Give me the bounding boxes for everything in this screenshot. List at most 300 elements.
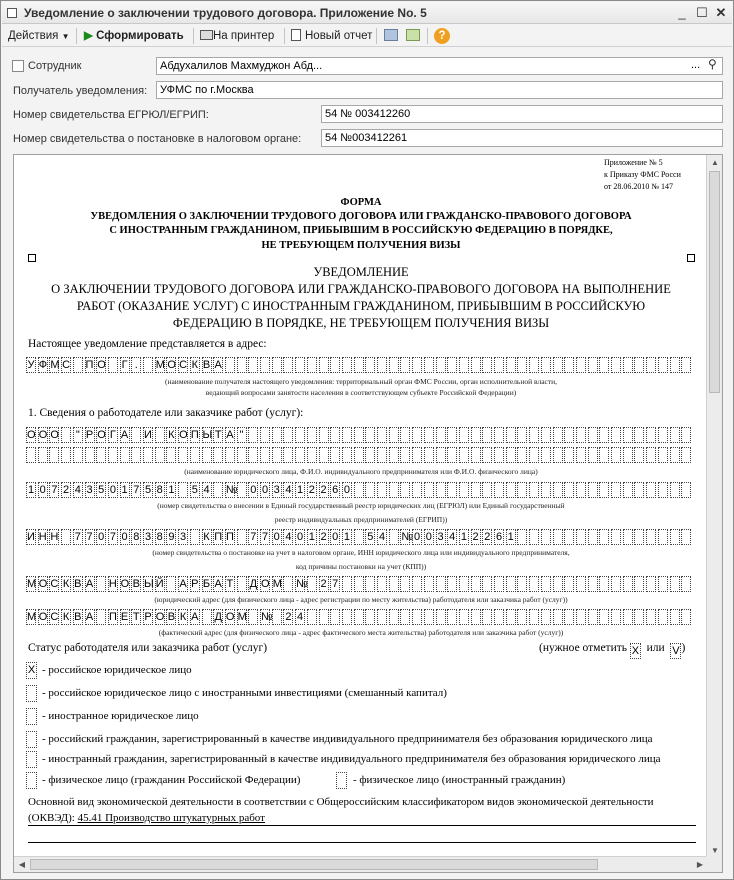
char-cell: [529, 357, 539, 373]
char-cell: П: [190, 429, 199, 441]
char-cell: К: [62, 578, 70, 590]
char-cell: [61, 447, 71, 463]
char-cell: 7: [133, 484, 140, 496]
char-cell: [330, 427, 340, 443]
char-cell: М: [237, 611, 247, 623]
document-viewer[interactable]: [13, 154, 723, 873]
char-cell: К: [191, 359, 198, 371]
char-cell: [354, 482, 364, 498]
char-cell: [85, 447, 95, 463]
char-cell: М: [155, 359, 165, 371]
char-cell: М: [50, 359, 60, 371]
char-cell: [646, 529, 656, 545]
char-cell: [646, 427, 656, 443]
char-cell: [155, 427, 165, 443]
char-cell: [342, 576, 352, 592]
char-cell: [529, 482, 539, 498]
char-cell: [517, 427, 527, 443]
employee-label: Сотрудник: [28, 60, 82, 72]
char-cell: [517, 576, 527, 592]
char-cell: [681, 427, 691, 443]
okved-prefix: (ОКВЭД):: [28, 812, 75, 824]
status-checkbox[interactable]: [26, 731, 37, 748]
char-cell: [178, 447, 188, 463]
char-cell: [634, 482, 644, 498]
char-cell: [319, 427, 329, 443]
char-cell: 7: [86, 531, 93, 543]
char-cell: Т: [132, 611, 140, 623]
char-cell: [588, 609, 598, 625]
char-cell: [482, 447, 492, 463]
char-cell: [365, 576, 375, 592]
char-cell: Г: [120, 357, 130, 373]
char-cell: 8: [133, 531, 140, 543]
char-cell: [529, 609, 539, 625]
new-report-label: Новый отчет: [305, 30, 373, 42]
char-cell: [623, 447, 633, 463]
char-cell: Ы: [202, 429, 213, 441]
char-cell: [389, 427, 399, 443]
inn-note: (номер свидетельства о постановке на учет в налоговом органе, ИНН юридического лица или индивидуального предпринимателя,: [152, 548, 570, 557]
char-cell: [482, 427, 492, 443]
egrul-value: 54 № 003412260: [325, 108, 411, 120]
char-cell: [529, 576, 539, 592]
char-cell: [588, 482, 598, 498]
char-cell: [412, 357, 422, 373]
char-cell: [365, 447, 375, 463]
char-cell: [248, 357, 258, 373]
notice-heading-line: ФЕДЕРАЦИЮ В ПОРЯДКЕ, НЕ ТРЕБУЮЩЕМ ПОЛУЧЕНИЯ ВИЗЫ: [172, 316, 550, 330]
char-cell: К: [62, 611, 70, 623]
char-cell: 1: [343, 531, 350, 543]
char-cell: 7: [261, 531, 269, 543]
status-checkbox[interactable]: [26, 751, 37, 768]
okved-value: 45.41 Производство штукатурных работ: [77, 812, 265, 824]
char-cell: 3: [437, 531, 444, 543]
char-cell: Б: [202, 578, 211, 590]
toolbar-separator: [427, 28, 428, 44]
char-cell: [623, 482, 633, 498]
tax-value: 54 №003412261: [325, 132, 408, 144]
char-cell: А: [179, 578, 187, 590]
form-heading-line: С ИНОСТРАННЫМ ГРАЖДАНИНОМ, ПРИБЫВШИМ В РОССИЙСКУЮ ФЕДЕРАЦИЮ В ПОРЯДКЕ,: [109, 225, 613, 236]
char-cell: К: [203, 531, 210, 543]
char-cell: [471, 576, 481, 592]
status-option-label: - российский гражданин, зарегистрированный в качестве индивидуального предпринимателя без образования юридического лица: [42, 733, 653, 745]
char-cell: О: [167, 359, 176, 371]
char-cell: [330, 447, 340, 463]
status-checkbox[interactable]: X: [26, 662, 37, 679]
title-bar: [2, 2, 732, 24]
char-cell: [611, 357, 621, 373]
inn-note: код причины постановки на учет (КПП)): [295, 562, 427, 571]
form-heading-line: УВЕДОМЛЕНИЯ О ЗАКЛЮЧЕНИИ ТРУДОВОГО ДОГОВОРА ИЛИ ГРАЖДАНСКО-ПРАВОВОГО ДОГОВОРА: [90, 211, 632, 222]
char-cell: 7: [51, 484, 58, 496]
save-settings-icon[interactable]: [406, 28, 420, 44]
char-cell: 5: [367, 531, 374, 543]
char-cell: [389, 357, 399, 373]
char-cell: [658, 609, 668, 625]
char-cell: 0: [273, 531, 280, 543]
status-physical-foreign-label: - физическое лицо (иностранный гражданин): [353, 774, 566, 786]
char-cell: [482, 609, 492, 625]
appendix-line: к Приказу ФМС Росси: [604, 170, 681, 179]
char-cell: А: [214, 359, 222, 371]
status-checkbox[interactable]: [26, 685, 37, 702]
char-cell: К: [168, 429, 175, 441]
char-cell: [400, 482, 410, 498]
char-cell: [237, 576, 247, 592]
char-cell: [400, 609, 410, 625]
char-cell: [494, 427, 504, 443]
char-cell: [646, 447, 656, 463]
char-cell: [436, 357, 446, 373]
char-cell: [494, 447, 504, 463]
char-cell: С: [179, 359, 188, 371]
char-cell: [131, 447, 141, 463]
print-button[interactable]: [200, 28, 274, 44]
mark-hint-or: или: [646, 642, 665, 654]
char-cell: [365, 427, 375, 443]
scroll-left-icon[interactable]: ◀: [18, 860, 26, 869]
egrul-field[interactable]: [321, 105, 723, 123]
char-cell: 0: [414, 531, 421, 543]
scroll-down-icon[interactable]: ▼: [711, 846, 719, 855]
char-cell: [541, 357, 551, 373]
char-cell: [494, 576, 504, 592]
char-cell: [553, 357, 563, 373]
char-cell: [365, 357, 375, 373]
char-cell: [670, 529, 680, 545]
settings-icon[interactable]: [384, 28, 398, 44]
char-cell: У: [27, 359, 35, 371]
char-cell: 2: [63, 484, 70, 496]
toolbar-separator: [193, 28, 194, 44]
char-cell: [377, 576, 387, 592]
char-cell: [599, 529, 609, 545]
char-cell: [564, 529, 574, 545]
char-cell: [108, 447, 118, 463]
char-cell: 0: [39, 484, 46, 496]
char-cell: [634, 357, 644, 373]
char-cell: В: [132, 578, 140, 590]
char-cell: 0: [261, 484, 269, 496]
char-cell: №: [401, 531, 414, 543]
char-cell: [354, 609, 364, 625]
char-cell: В: [74, 611, 82, 623]
char-cell: [681, 576, 691, 592]
char-cell: [564, 447, 574, 463]
char-cell: 7: [109, 531, 116, 543]
char-cell: [599, 357, 609, 373]
okved-line: [28, 812, 265, 824]
char-cell: [400, 427, 410, 443]
char-cell: [541, 482, 551, 498]
char-cell: О: [27, 429, 36, 441]
help-icon[interactable]: [434, 28, 450, 44]
char-cell: [354, 427, 364, 443]
char-cell: [202, 609, 212, 625]
recipient-value: УФМС по г.Москва: [160, 84, 254, 96]
form-title: ФОРМА: [340, 197, 382, 208]
char-cell: [576, 357, 586, 373]
org-note: (наименование юридического лица, Ф.И.О. индивидуального предпринимателя или Ф.И.О. физического лица): [184, 467, 538, 476]
char-cell: [482, 357, 492, 373]
section-employer: 1. Сведения о работодателе или заказчике работ (услуг):: [28, 407, 304, 419]
char-cell: [623, 427, 633, 443]
tax-label: Номер свидетельства о постановке в налоговом органе:: [13, 133, 302, 145]
scroll-right-icon[interactable]: ▶: [696, 860, 704, 869]
char-cell: 4: [74, 484, 81, 496]
char-cell: [190, 529, 200, 545]
employee-select-button[interactable]: ...: [691, 59, 701, 71]
char-cell: 3: [86, 484, 93, 496]
char-cell: [436, 427, 446, 443]
char-cell: Д: [214, 611, 222, 623]
notice-document: [14, 155, 708, 858]
char-cell: [377, 357, 387, 373]
char-cell: [471, 609, 481, 625]
char-cell: М: [27, 578, 37, 590]
char-cell: [459, 357, 469, 373]
new-report-button[interactable]: [291, 28, 372, 44]
char-cell: 0: [121, 531, 128, 543]
char-cell: [389, 482, 399, 498]
close-icon[interactable]: ✕: [715, 5, 727, 20]
char-cell: [131, 427, 141, 443]
status-checkbox[interactable]: [26, 708, 37, 725]
generate-button[interactable]: [84, 28, 184, 44]
char-cell: [541, 609, 551, 625]
char-cell: [564, 609, 574, 625]
recipient-label: Получатель уведомления:: [13, 85, 148, 97]
char-cell: [389, 609, 399, 625]
char-cell: [506, 576, 516, 592]
char-cell: [155, 447, 165, 463]
char-cell: [96, 447, 106, 463]
notice-heading-line: РАБОТ (ОКАЗАНИЕ УСЛУГ) С ИНОСТРАННЫМ ГРАЖДАНИНОМ, ПРИБЫВШИМ В РОССИЙСКУЮ: [76, 299, 646, 313]
char-cell: [646, 357, 656, 373]
char-cell: [447, 447, 457, 463]
toolbar-separator: [284, 28, 285, 44]
char-cell: [272, 357, 282, 373]
char-cell: Г: [108, 427, 118, 443]
char-cell: [202, 447, 212, 463]
minimize-icon[interactable]: _: [678, 5, 686, 20]
char-cell: [576, 576, 586, 592]
char-cell: [459, 427, 469, 443]
char-cell: [447, 576, 457, 592]
mark-hint-v: V: [672, 645, 680, 657]
char-cell: [272, 609, 282, 625]
char-cell: 4: [297, 611, 304, 623]
char-cell: А: [214, 578, 222, 590]
char-cell: М: [272, 578, 282, 590]
char-cell: [646, 609, 656, 625]
horizontal-scrollbar[interactable]: [14, 856, 708, 872]
search-icon[interactable]: ⚲: [708, 57, 717, 71]
toolbar: [2, 25, 732, 47]
char-cell: П: [85, 359, 94, 371]
char-cell: [61, 427, 71, 443]
char-cell: О: [225, 611, 235, 623]
okved-underline: [28, 825, 696, 826]
employee-value: Абдухалилов Махмуджон Абд...: [160, 60, 323, 72]
scroll-up-icon[interactable]: ▲: [711, 158, 719, 167]
char-cell: [389, 529, 399, 545]
corner-marker: [687, 254, 695, 262]
char-cell: [646, 482, 656, 498]
char-cell: 1: [308, 531, 315, 543]
char-cell: А: [226, 429, 234, 441]
char-cell: [529, 427, 539, 443]
char-cell: [588, 576, 598, 592]
play-icon: ▶: [84, 30, 93, 42]
char-cell: [260, 427, 270, 443]
char-cell: Д: [249, 578, 258, 590]
char-cell: В: [167, 611, 176, 623]
char-cell: [213, 482, 223, 498]
char-cell: [365, 609, 375, 625]
char-cell: [365, 482, 375, 498]
char-cell: [553, 529, 563, 545]
char-cell: №: [261, 611, 273, 623]
char-cell: [670, 427, 680, 443]
char-cell: ": [73, 427, 83, 443]
char-cell: [588, 529, 598, 545]
char-cell: Ы: [144, 578, 154, 590]
char-cell: [412, 609, 422, 625]
char-cell: 0: [343, 484, 350, 496]
char-cell: 2: [320, 531, 327, 543]
new-report-icon: [291, 29, 301, 41]
employee-checkbox[interactable]: [12, 60, 24, 72]
legal-address-note: (юридический адрес (для физического лица - адрес регистрации по месту жительства) работодателя или заказчика работ (услуг)): [154, 595, 568, 604]
egrul-note: (номер свидетельства о внесении в Единый государственный реестр юридических лиц (ЕГРЮЛ) или Единый государственный: [157, 501, 565, 510]
char-cell: [400, 576, 410, 592]
char-cell: М: [27, 611, 37, 623]
char-cell: [436, 447, 446, 463]
mark-hint-prefix: (нужное отметить: [539, 642, 628, 654]
char-cell: №: [225, 484, 238, 496]
char-cell: [517, 609, 527, 625]
char-cell: [49, 447, 59, 463]
char-cell: [471, 427, 481, 443]
char-cell: [658, 357, 668, 373]
char-cell: [354, 529, 364, 545]
vertical-scrollbar[interactable]: [706, 155, 722, 858]
char-cell: [424, 427, 434, 443]
maximize-icon[interactable]: ☐: [696, 5, 708, 20]
char-cell: [506, 609, 516, 625]
char-cell: [482, 576, 492, 592]
char-cell: [553, 609, 563, 625]
status-checkbox[interactable]: [336, 772, 347, 789]
char-cell: [482, 482, 492, 498]
char-cell: [38, 447, 48, 463]
char-cell: [681, 357, 691, 373]
tax-field[interactable]: [321, 129, 723, 147]
char-cell: 2: [320, 578, 327, 590]
okved-underline: [28, 842, 696, 843]
char-cell: [389, 447, 399, 463]
recipient-field[interactable]: [156, 81, 723, 99]
char-cell: [143, 447, 153, 463]
address-intro: Настоящее уведомление представляется в адрес:: [28, 338, 267, 350]
char-cell: Р: [191, 578, 199, 590]
char-cell: А: [85, 611, 94, 623]
char-cell: [506, 427, 516, 443]
char-cell: О: [155, 611, 165, 623]
status-checkbox[interactable]: [26, 772, 37, 789]
char-cell: 0: [425, 531, 432, 543]
mark-hint: [539, 642, 685, 659]
char-cell: [611, 609, 621, 625]
char-cell: [611, 529, 621, 545]
char-cell: [611, 447, 621, 463]
char-cell: [681, 609, 691, 625]
char-cell: [623, 357, 633, 373]
char-cell: [517, 529, 527, 545]
char-cell: [611, 427, 621, 443]
char-cell: [541, 427, 551, 443]
appendix-note: [604, 157, 681, 193]
char-cell: [588, 357, 598, 373]
char-cell: [634, 609, 644, 625]
char-cell: [529, 447, 539, 463]
char-cell: [517, 482, 527, 498]
char-cell: 2: [285, 611, 292, 623]
char-cell: П: [214, 531, 223, 543]
char-cell: 0: [98, 531, 105, 543]
char-cell: [494, 482, 504, 498]
char-cell: [354, 447, 364, 463]
char-cell: [272, 427, 282, 443]
char-cell: И: [27, 531, 35, 543]
char-cell: [576, 609, 586, 625]
appendix-line: от 28.06.2010 № 147: [604, 182, 674, 191]
char-cell: [354, 357, 364, 373]
actions-menu[interactable]: [8, 28, 70, 44]
char-cell: С: [50, 578, 59, 590]
char-cell: [576, 482, 586, 498]
char-cell: 4: [378, 531, 386, 543]
notice-title: УВЕДОМЛЕНИЕ: [313, 265, 409, 279]
char-cell: А: [85, 578, 94, 590]
char-cell: [658, 427, 668, 443]
char-cell: О: [50, 429, 59, 441]
char-cell: [248, 609, 258, 625]
char-cell: А: [120, 429, 129, 441]
char-cell: [143, 357, 153, 373]
egrul-label: Номер свидетельства ЕГРЮЛ/ЕГРИП:: [13, 109, 209, 121]
vertical-scroll-thumb[interactable]: [709, 171, 720, 393]
status-option-label: - иностранное юридическое лицо: [42, 710, 199, 722]
char-cell: [517, 447, 527, 463]
char-cell: [459, 482, 469, 498]
char-cell: О: [38, 429, 48, 441]
char-cell: [319, 357, 329, 373]
char-cell: 6: [332, 484, 339, 496]
app-icon: [7, 8, 17, 18]
char-cell: Т: [214, 429, 222, 441]
char-cell: 0: [109, 484, 116, 496]
actions-label: Действия: [8, 30, 59, 42]
employee-field[interactable]: [156, 57, 723, 75]
char-cell: О: [97, 359, 106, 371]
horizontal-scroll-thumb[interactable]: [30, 859, 598, 870]
char-cell: [307, 609, 317, 625]
